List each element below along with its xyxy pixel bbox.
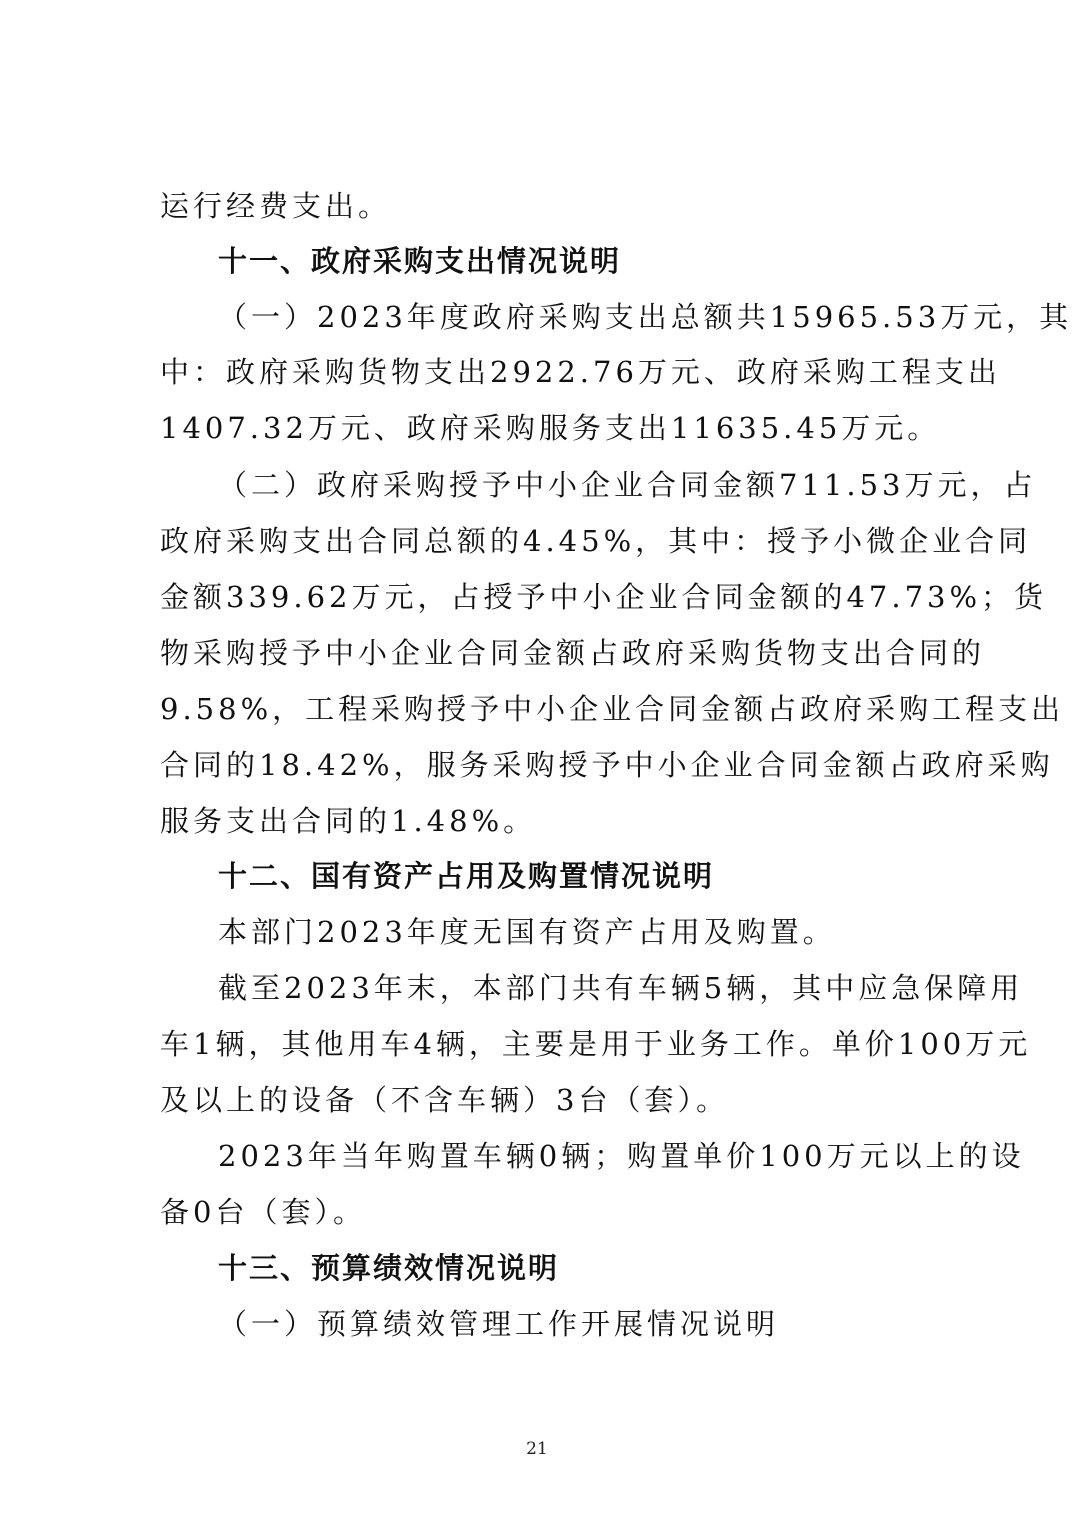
paragraph-line: 本部门2023年度无国有资产占用及购置。	[218, 915, 836, 949]
paragraph-line: 9.58%，工程采购授予中小企业合同金额占政府采购工程支出	[160, 692, 1065, 726]
paragraph-line: （一）2023年度政府采购支出总额共15965.53万元，其	[218, 300, 1073, 334]
page-number: 21	[526, 1439, 548, 1459]
paragraph-line: 合同的18.42%，服务采购授予中小企业合同金额占政府采购	[160, 748, 1054, 782]
section-heading-12: 十二、国有资产占用及购置情况说明	[218, 859, 715, 893]
paragraph-line: 备0台（套）。	[160, 1195, 366, 1229]
paragraph-line: （一）预算绩效管理工作开展情况说明	[218, 1307, 780, 1341]
paragraph-line: 1407.32万元、政府采购服务支出11635.45万元。	[160, 411, 941, 445]
paragraph-line: 车1辆，其他用车4辆，主要是用于业务工作。单价100万元	[160, 1027, 1032, 1061]
paragraph-line: 金额339.62万元，占授予中小企业合同金额的47.73%；货	[160, 580, 1048, 614]
paragraph-line: 2023年当年购置车辆0辆；购置单价100万元以上的设	[218, 1139, 1025, 1173]
paragraph-line: 运行经费支出。	[160, 189, 392, 223]
section-heading-11: 十一、政府采购支出情况说明	[218, 244, 622, 278]
section-heading-13: 十三、预算绩效情况说明	[218, 1251, 560, 1285]
paragraph-line: 及以上的设备（不含车辆）3台（套）。	[160, 1083, 729, 1117]
paragraph-line: 物采购授予中小企业合同金额占政府采购货物支出合同的	[160, 636, 986, 670]
paragraph-line: 服务支出合同的1.48%。	[160, 804, 537, 838]
paragraph-line: 中：政府采购货物支出2922.76万元、政府采购工程支出	[160, 355, 1001, 389]
paragraph-line: 政府采购支出合同总额的4.45%，其中：授予小微企业合同	[160, 524, 1032, 558]
paragraph-line: （二）政府采购授予中小企业合同金额711.53万元，占	[218, 468, 1037, 502]
paragraph-line: 截至2023年末，本部门共有车辆5辆，其中应急保障用	[218, 971, 1024, 1005]
